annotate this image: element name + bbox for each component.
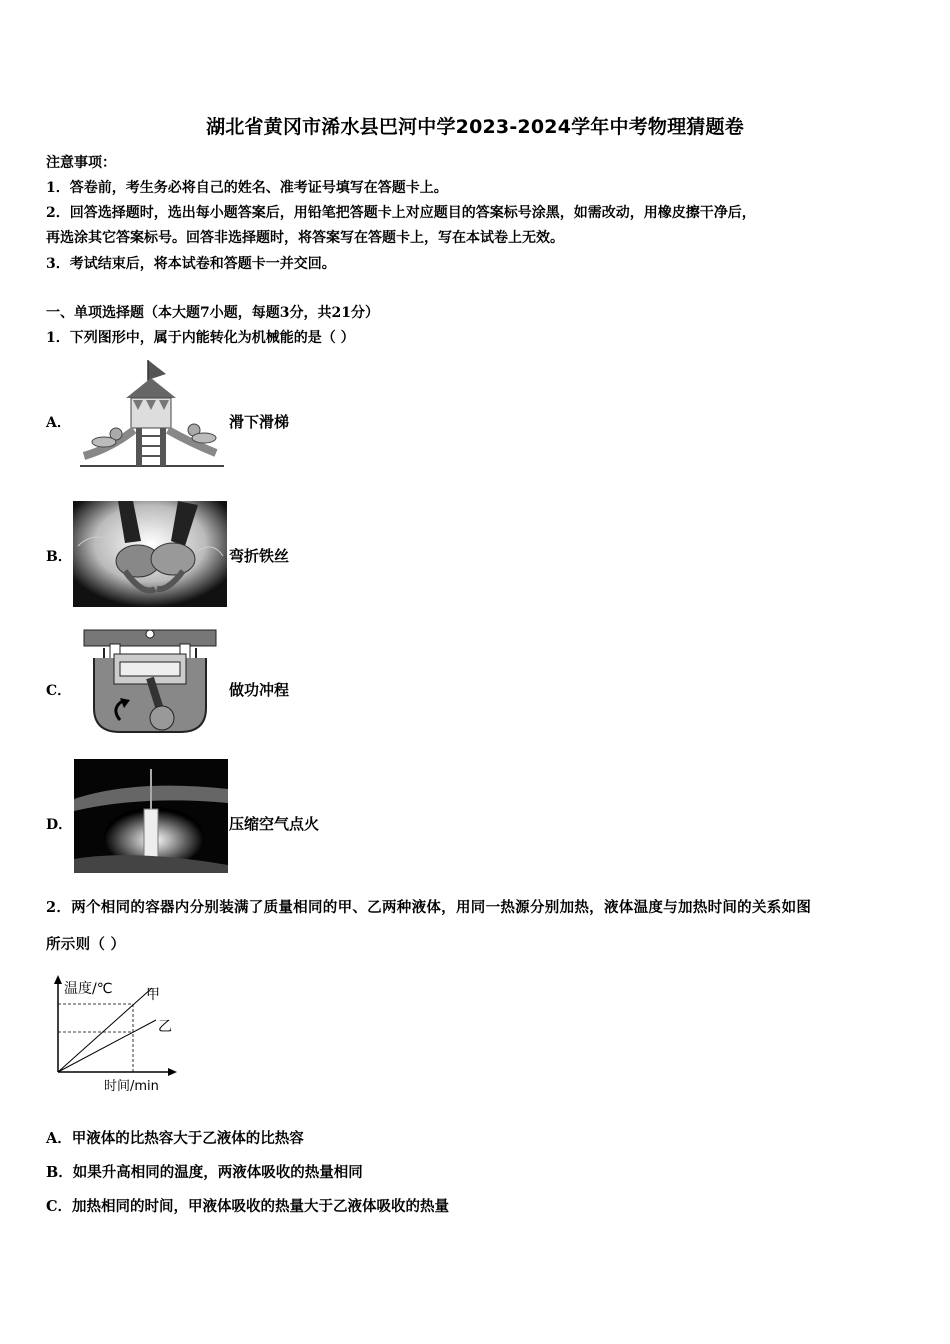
section-heading: 一、单项选择题（本大题7小题，每题3分，共21分）: [46, 305, 379, 321]
graph-ylabel: 温度/℃: [64, 981, 113, 997]
q2-option-a: A．甲液体的比热容大于乙液体的比热容: [46, 1130, 304, 1147]
graph-label-yi: 乙: [158, 1019, 172, 1035]
q1-option-d-label: 压缩空气点火: [229, 815, 320, 833]
q2-option-b: B．如果升高相同的温度，两液体吸收的热量相同: [46, 1164, 363, 1181]
q1-option-b-label: 弯折铁丝: [229, 547, 290, 565]
air-ignition-image: [74, 759, 228, 873]
notice-item-2: 2．回答选择题时，选出每小题答案后，用铅笔把答题卡上对应题目的答案标号涂黑，如需改动，用橡皮擦干净后，: [46, 205, 756, 221]
slide-image: [76, 358, 226, 470]
q1-option-a-letter: A．: [46, 415, 71, 431]
q1-option-d-letter: D．: [46, 817, 73, 833]
q1-option-a-label: 滑下滑梯: [229, 413, 290, 431]
q2-stem-line1: 2．两个相同的容器内分别装满了质量相同的甲、乙两种液体，用同一热源分别加热，液体温度与加热时间的关系如图: [46, 899, 812, 916]
x-axis-arrow: [168, 1068, 177, 1076]
y-axis-arrow: [54, 975, 62, 984]
page-title: 湖北省黄冈市浠水县巴河中学2023-2024学年中考物理猜题卷: [206, 116, 744, 138]
graph-label-jia: 甲: [146, 987, 160, 1003]
notice-heading: 注意事项：: [46, 155, 116, 171]
q2-stem-line2: 所示则（ ）: [46, 936, 126, 953]
q1-option-c-label: 做功冲程: [229, 681, 290, 699]
notice-item-2-cont: 再选涂其它答案标号。回答非选择题时，将答案写在答题卡上，写在本试卷上无效。: [46, 230, 564, 246]
q1-stem: 1．下列图形中，属于内能转化为机械能的是（ ）: [46, 330, 355, 346]
q2-option-c: C．加热相同的时间，甲液体吸收的热量大于乙液体吸收的热量: [46, 1198, 450, 1215]
graph-xlabel: 时间/min: [104, 1079, 159, 1094]
temperature-time-graph: [40, 972, 180, 1094]
notice-item-1: 1．答卷前，考生务必将自己的姓名、准考证号填写在答题卡上。: [46, 180, 448, 196]
q1-option-c-letter: C．: [46, 683, 72, 699]
q1-option-b-letter: B．: [46, 549, 72, 565]
notice-item-3: 3．考试结束后，将本试卷和答题卡一并交回。: [46, 256, 336, 272]
engine-stroke-image: [80, 628, 220, 736]
bending-wire-image: [73, 501, 227, 607]
